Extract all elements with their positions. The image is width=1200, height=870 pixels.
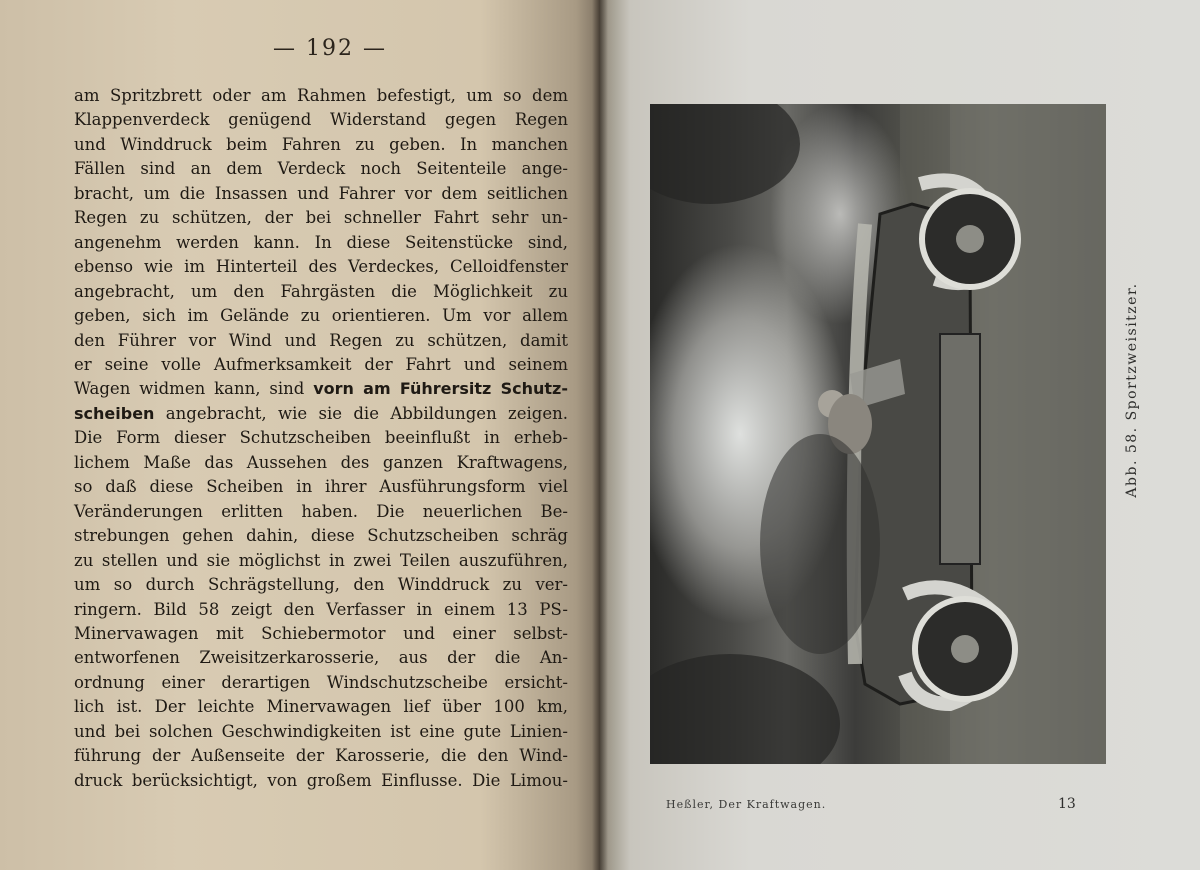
text-line: Klappenverdeck genügend Widerstand gegen Regen: [74, 110, 568, 130]
text-line: lichem Maße das Aussehen des ganzen Kraftwagens,: [74, 452, 568, 472]
car-photograph: [650, 104, 1106, 764]
text-line: Die Form dieser Schutzscheiben beeinflußt in erheb-: [74, 428, 568, 448]
text-line: den Führer vor Wind und Regen zu schützen, damit: [74, 330, 568, 350]
text-line: er seine volle Aufmerksamkeit der Fahrt und seinem: [74, 354, 568, 374]
text-line: angebracht, um den Fahrgästen die Möglichkeit zu: [74, 281, 568, 301]
text-line: um so durch Schrägstellung, den Winddruck zu ver-: [74, 575, 568, 595]
figure-caption: [1124, 150, 1144, 650]
footer-signature: Heßler, Der Kraftwagen.: [666, 798, 827, 811]
text-line: Veränderungen erlitten haben. Die neuerlichen Be-: [74, 501, 568, 521]
text-line: angenehm werden kann. In diese Seitenstücke sind,: [74, 232, 568, 252]
emphasis-text: vorn am Führersitz Schutz-: [313, 379, 568, 399]
text-line: strebungen gehen dahin, diese Schutzscheiben schräg: [74, 526, 568, 546]
text-line: ringern. Bild 58 zeigt den Verfasser in einem 13 PS-: [74, 599, 568, 619]
text-line: bracht, um die Insassen und Fahrer vor dem seitlichen: [74, 183, 568, 203]
page-number: — 192 —: [273, 36, 387, 61]
text-segment: Wagen widmen kann, sind: [74, 379, 314, 399]
text-line: druck berücksichtigt, von großem Einflusse. Die Limou-: [74, 770, 568, 790]
text-line: und bei solchen Geschwindigkeiten ist eine gute Linien-: [74, 721, 568, 741]
text-line: führung der Außenseite der Karosserie, die den Wind-: [74, 746, 568, 766]
body-text: [74, 84, 568, 793]
text-line-with-emphasis: [74, 377, 568, 401]
emphasis-text: scheiben: [74, 403, 155, 423]
text-line: lich ist. Der leichte Minervawagen lief über 100 km,: [74, 697, 568, 717]
text-line: Minervawagen mit Schiebermotor und einer selbst-: [74, 623, 568, 643]
text-line: Regen zu schützen, der bei schneller Fahrt sehr un-: [74, 208, 568, 228]
car-illustration: [650, 104, 1106, 764]
text-segment: angebracht, wie sie die Abbildungen zeigen.: [154, 403, 568, 423]
text-line: ebenso wie im Hinterteil des Verdeckes, Celloidfenster: [74, 257, 568, 277]
text-line: entworfenen Zweisitzerkarosserie, aus der die An-: [74, 648, 568, 668]
caption-text: Abb. 58. Sportzweisitzer.: [1124, 282, 1140, 498]
text-line: am Spritzbrett oder am Rahmen befestigt, um so dem: [74, 86, 568, 105]
text-line: Fällen sind an dem Verdeck noch Seitenteile ange-: [74, 159, 568, 179]
book-gutter: [592, 0, 608, 870]
text-line: und Winddruck beim Fahren zu geben. In manchen: [74, 134, 568, 154]
text-line: zu stellen und sie möglichst in zwei Teilen auszuführen,: [74, 550, 568, 570]
text-line: ordnung einer derartigen Windschutzscheibe ersicht-: [74, 672, 568, 692]
text-line: so daß diese Scheiben in ihrer Ausführungsform viel: [74, 477, 568, 497]
text-line-with-emphasis: [74, 402, 568, 426]
text-line: geben, sich im Gelände zu orientieren. Um vor allem: [74, 306, 568, 326]
sheet-number: 13: [1058, 796, 1076, 812]
